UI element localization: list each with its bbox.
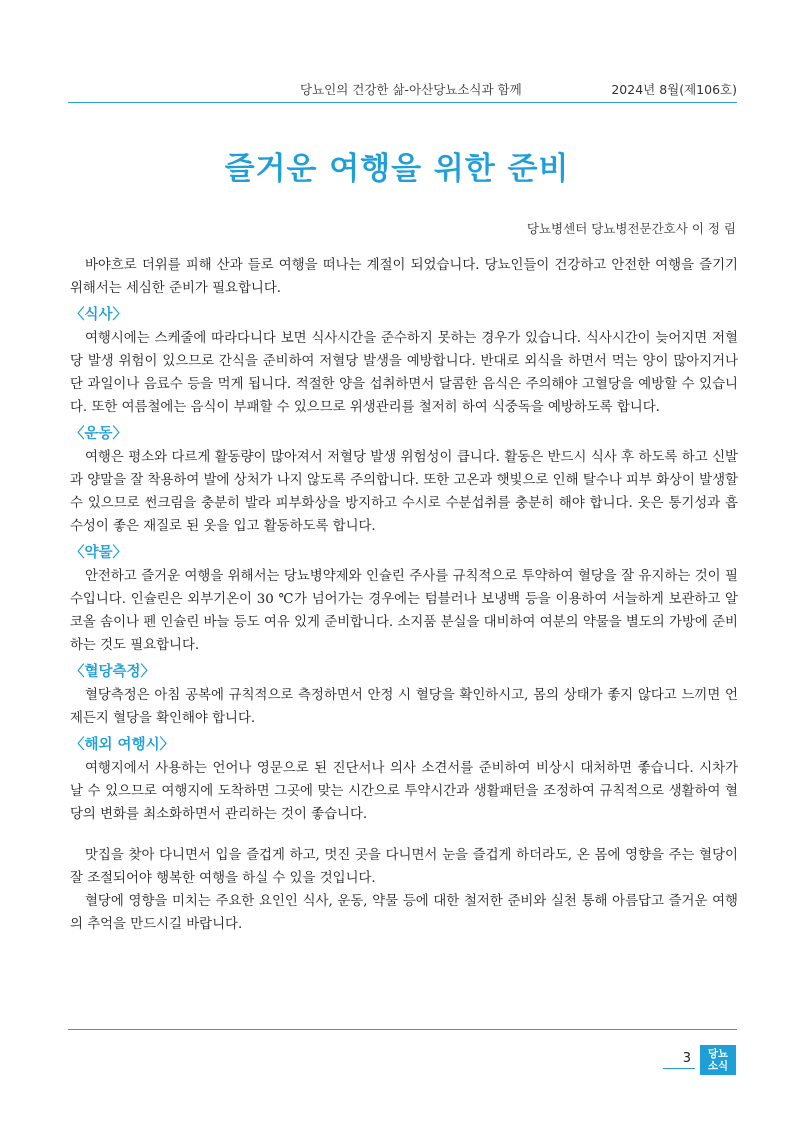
badge-line-1: 당뇨 [707, 1048, 729, 1060]
section-body-overseas: 여행지에서 사용하는 언어나 영문으로 된 진단서나 의사 소견서를 준비하여 비상시 대처하면 좋습니다. 시차가 날 수 있으므로 여행지에 도착하면 그곳에 맞는 시간으로 투약시간과 생활패턴을 조정하여 규칙적으로 생활하여 혈당의 변화를 최소화하면서 관리하는 것이 좋습니다. [70, 761, 738, 822]
issue-label: 2024년 8월(제106호) [611, 82, 737, 97]
badge-line-2: 소식 [707, 1060, 729, 1072]
section-heading-overseas: 〈해외 여행시〉 [70, 737, 175, 753]
section-body-medication: 안전하고 즐거운 여행을 위해서는 당뇨병약제와 인슐린 주사를 규칙적으로 투약하여 혈당을 잘 유지하는 것이 필수입니다. 인슐린은 외부기온이 30 ℃가 넘어가는 경우에는 텀블러나 보냉백 등을 이용하여 서늘하게 보관하고 알코올 솜이나 펜 인슐린 바늘 등도 여유 있게 준비합니다. 소지품 분실을 대비하여 여분의 약물을 별도의 가방에 준비하는 것도 필요합니다. [70, 569, 738, 653]
closing-paragraph-1: 맛집을 찾아 다니면서 입을 즐겁게 하고, 멋진 곳을 다니면서 눈을 즐겁게 하더라도, 온 몸에 영향을 주는 혈당이 잘 조절되어야 행복한 여행을 하실 수 있을 것입니다. [70, 848, 738, 886]
newsletter-badge [700, 1045, 736, 1075]
author-byline: 당뇨병센터 당뇨병전문간호사 이 정 림 [526, 221, 736, 236]
publication-name: 당뇨인의 건강한 삶-아산당뇨소식과 함께 [300, 82, 522, 97]
paragraph-gap [70, 826, 738, 844]
section-body-meal: 여행시에는 스케줄에 따라다니다 보면 식사시간을 준수하지 못하는 경우가 있습니다. 식사시간이 늦어지면 저혈당 발생 위험이 있으므로 간식을 준비하여 저혈당 발생을 예방합니다. 반대로 외식을 하면서 먹는 양이 많아지거나 단 과일이나 음료수 등을 먹게 됩니다. 적절한 양을 섭취하면서 달콤한 음식은 주의해야 고혈당을 예방할 수 있습니다. 또한 여름철에는 음식이 부패할 수 있으므로 위생관리를 철저히 하여 식중독을 예방하도록 합니다. [70, 331, 738, 415]
footer-divider [68, 1029, 737, 1030]
page-number: 3 [663, 1050, 695, 1069]
article-title: 즐거운 여행을 위한 준비 [224, 151, 570, 187]
section-heading-exercise: 〈운동〉 [70, 426, 128, 442]
section-body-glucose: 혈당측정은 아침 공복에 규칙적으로 측정하면서 안정 시 혈당을 확인하시고, 몸의 상태가 좋지 않다고 느끼면 언제든지 혈당을 확인해야 합니다. [70, 688, 738, 726]
section-heading-glucose: 〈혈당측정〉 [70, 664, 156, 680]
page-header [68, 72, 737, 103]
article-body [70, 254, 738, 936]
intro-paragraph: 바야흐로 더위를 피해 산과 들로 여행을 떠나는 계절이 되었습니다. 당뇨인들이 건강하고 안전한 여행을 즐기기 위해서는 세심한 준비가 필요합니다. [70, 258, 738, 296]
closing-paragraph-2: 혈당에 영향을 미치는 주요한 요인인 식사, 운동, 약물 등에 대한 철저한 준비와 실천 통해 아름답고 즐거운 여행의 추억을 만드시길 바랍니다. [70, 894, 738, 932]
section-heading-medication: 〈약물〉 [70, 545, 128, 561]
section-heading-meal: 〈식사〉 [70, 307, 128, 323]
section-body-exercise: 여행은 평소와 다르게 활동량이 많아져서 저혈당 발생 위험성이 큽니다. 활동은 반드시 식사 후 하도록 하고 신발과 양말을 잘 착용하여 발에 상처가 나지 않도록 주의합니다. 또한 고온과 햇빛으로 인해 탈수나 피부 화상이 발생할 수 있으므로 썬크림을 충분히 발라 피부화상을 방지하고 수시로 수분섭취를 충분히 해야 합니다. 옷은 통기성과 흡수성이 좋은 재질로 된 옷을 입고 활동하도록 합니다. [70, 450, 738, 534]
